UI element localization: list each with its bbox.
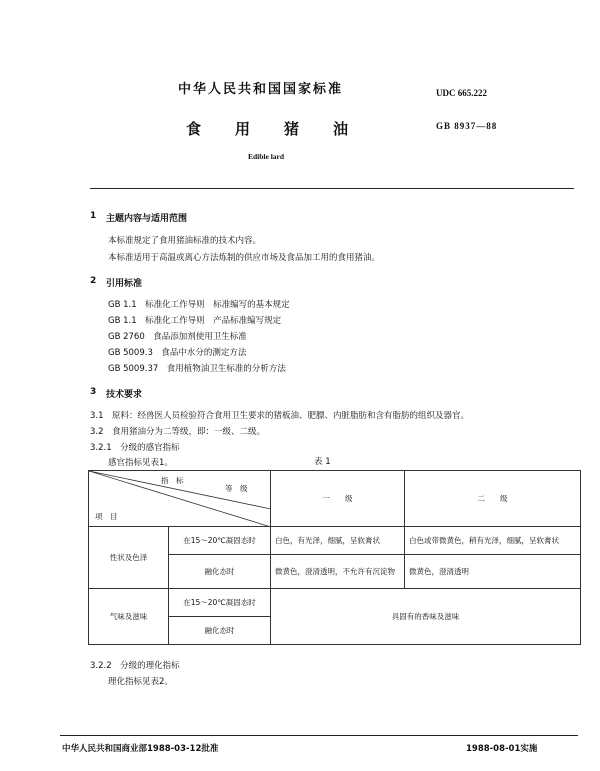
- reference-item: GB 1.1 标准化工作导则 产品标准编写规定: [108, 316, 282, 326]
- diag-grade-label: 等 级: [225, 484, 248, 493]
- reference-item: GB 5009.3 食品中水分的测定方法: [108, 348, 247, 358]
- condition-melted: 融化态时: [169, 617, 271, 645]
- cell-r1-g2: 白色或带微黄色，稍有光泽，细腻，呈软膏状: [405, 527, 581, 555]
- section-1-number: 1: [90, 211, 97, 221]
- reference-item: GB 2760 食品添加剂使用卫生标准: [108, 332, 247, 342]
- section-1-paragraph: 本标准规定了食用猪油标准的技术内容。: [108, 236, 262, 246]
- diag-item-label: 项 目: [95, 512, 118, 521]
- reference-item: GB 1.1 标准化工作导则 标准编写的基本规定: [108, 300, 290, 310]
- condition-solid: 在15～20℃凝固态时: [169, 589, 271, 617]
- table-diagonal-header: [89, 471, 271, 527]
- item-appearance: 性状及色泽: [89, 527, 169, 589]
- clause-3-2-1: 3.2.1 分级的感官指标: [90, 443, 180, 453]
- item-odor-taste: 气味及滋味: [89, 589, 169, 645]
- cell-odor-merged: 具固有的香味及滋味: [271, 589, 581, 645]
- section-3-title: 技术要求: [106, 390, 143, 400]
- condition-melted: 融化态时: [169, 555, 271, 589]
- effective-date: 1988-08-01实施: [466, 744, 538, 754]
- standard-title: 中华人民共和国国家标准: [178, 82, 344, 97]
- udc-code: UDC 665.222: [436, 88, 487, 98]
- section-1-paragraph: 本标准适用于高温或离心方法炼制的供应市场及食品加工用的食用猪油。: [108, 253, 381, 263]
- diag-indicator-label: 指 标: [161, 476, 184, 485]
- table-1: [88, 470, 581, 645]
- reference-item: GB 5009.37 食用植物油卫生标准的分析方法: [108, 364, 286, 374]
- cell-r2-g2: 微黄色，澄清透明: [405, 555, 581, 589]
- cell-r1-g1: 白色，有光泽，细腻，呈软膏状: [271, 527, 405, 555]
- grade-1-header: 一 级: [271, 471, 405, 527]
- bottom-divider: [60, 735, 578, 736]
- cell-r2-g1: 微黄色，澄清透明，不允许有沉淀物: [271, 555, 405, 589]
- gb-number: GB 8937—88: [436, 121, 498, 131]
- clause-3-2-2-text: 理化指标见表2。: [108, 677, 173, 687]
- section-3-number: 3: [90, 387, 97, 397]
- approval-line: 中华人民共和国商业部1988-03-12批准: [62, 744, 219, 754]
- table-1-caption: 表 1: [314, 457, 331, 467]
- clause-3-2-2: 3.2.2 分级的理化指标: [90, 661, 180, 671]
- section-2-title: 引用标准: [106, 279, 143, 289]
- document-title: 食用猪油: [186, 120, 383, 138]
- section-1-title: 主题内容与适用范围: [106, 214, 188, 224]
- clause-3-1: 3.1 原料：经兽医人员检验符合食用卫生要求的猪板油、肥膘、内脏脂肪和含有脂肪的组织及器官。: [90, 411, 470, 421]
- condition-solid: 在15～20℃凝固态时: [169, 527, 271, 555]
- clause-3-2-1-text: 感官指标见表1。: [108, 458, 173, 468]
- english-title: Edible lard: [248, 152, 285, 161]
- grade-2-header: 二 级: [405, 471, 581, 527]
- section-2-number: 2: [90, 276, 97, 286]
- clause-3-2: 3.2 食用猪油分为二等级，即：一级、二级。: [90, 427, 266, 437]
- top-divider: [90, 188, 574, 189]
